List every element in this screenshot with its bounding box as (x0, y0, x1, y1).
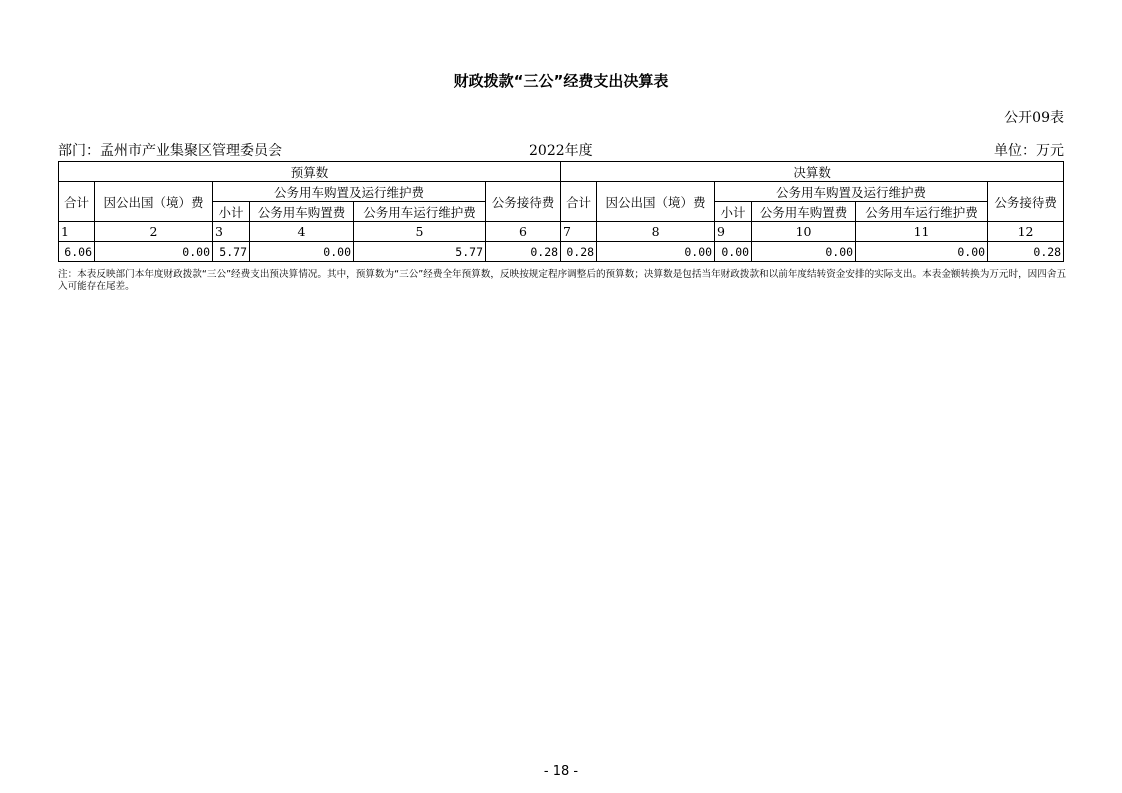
report-title: 财政拨款“三公”经费支出决算表 (453, 72, 669, 90)
col-number: 2 (95, 222, 213, 242)
final-vehicle-purchase-value: 0.00 (752, 242, 856, 262)
col-number: 10 (752, 222, 856, 242)
header-row-2 (59, 182, 1064, 202)
page-number: - 18 - (543, 764, 579, 779)
final-abroad-value: 0.00 (597, 242, 715, 262)
budget-subtotal-header: 小计 (213, 202, 250, 222)
budget-vehicle-purchase-value: 0.00 (250, 242, 354, 262)
budget-reception-header: 公务接待费 (486, 182, 561, 222)
final-total-header: 合计 (561, 182, 597, 222)
budget-subtotal-value: 5.77 (213, 242, 250, 262)
header-row-1 (59, 162, 1064, 182)
budget-reception-value: 0.28 (486, 242, 561, 262)
budget-vehicle-purchase-header: 公务用车购置费 (250, 202, 354, 222)
col-number: 7 (561, 222, 597, 242)
col-number: 6 (486, 222, 561, 242)
three-public-expenses-table (58, 161, 1064, 262)
budget-vehicle-operation-header: 公务用车运行维护费 (354, 202, 486, 222)
col-number: 9 (715, 222, 752, 242)
final-vehicle-operation-value: 0.00 (856, 242, 988, 262)
unit-label: 单位：万元 (994, 143, 1064, 159)
col-number: 12 (988, 222, 1064, 242)
department-label: 部门：孟州市产业集聚区管理委员会 (58, 143, 282, 159)
final-header: 决算数 (561, 162, 1064, 182)
budget-abroad-header: 因公出国（境）费 (95, 182, 213, 222)
col-number: 5 (354, 222, 486, 242)
data-row (59, 242, 1064, 262)
budget-vehicle-group-header: 公务用车购置及运行维护费 (213, 182, 486, 202)
final-total-value: 0.28 (561, 242, 597, 262)
col-number: 8 (597, 222, 715, 242)
budget-vehicle-operation-value: 5.77 (354, 242, 486, 262)
final-abroad-header: 因公出国（境）费 (597, 182, 715, 222)
table-note: 注：本表反映部门本年度财政拨款“三公”经费支出预决算情况。其中，预算数为“三公”经费全年预算数，反映按规定程序调整后的预算数；决算数是包括当年财政拨款和以前年度结转资金安排的实际支出。本表金额转换为万元时，因四舍五入可能存在尾差。 (58, 269, 1067, 292)
col-number: 4 (250, 222, 354, 242)
budget-total-value: 6.06 (59, 242, 95, 262)
final-subtotal-header: 小计 (715, 202, 752, 222)
col-number: 3 (213, 222, 250, 242)
budget-abroad-value: 0.00 (95, 242, 213, 262)
col-number: 1 (59, 222, 95, 242)
final-subtotal-value: 0.00 (715, 242, 752, 262)
final-reception-value: 0.28 (988, 242, 1064, 262)
budget-header: 预算数 (59, 162, 561, 182)
final-reception-header: 公务接待费 (988, 182, 1064, 222)
final-vehicle-operation-header: 公务用车运行维护费 (856, 202, 988, 222)
fiscal-year: 2022年度 (529, 143, 593, 159)
final-vehicle-purchase-header: 公务用车购置费 (752, 202, 856, 222)
col-number: 11 (856, 222, 988, 242)
final-vehicle-group-header: 公务用车购置及运行维护费 (715, 182, 988, 202)
budget-total-header: 合计 (59, 182, 95, 222)
form-number: 公开09表 (1004, 110, 1064, 126)
column-number-row (59, 222, 1064, 242)
